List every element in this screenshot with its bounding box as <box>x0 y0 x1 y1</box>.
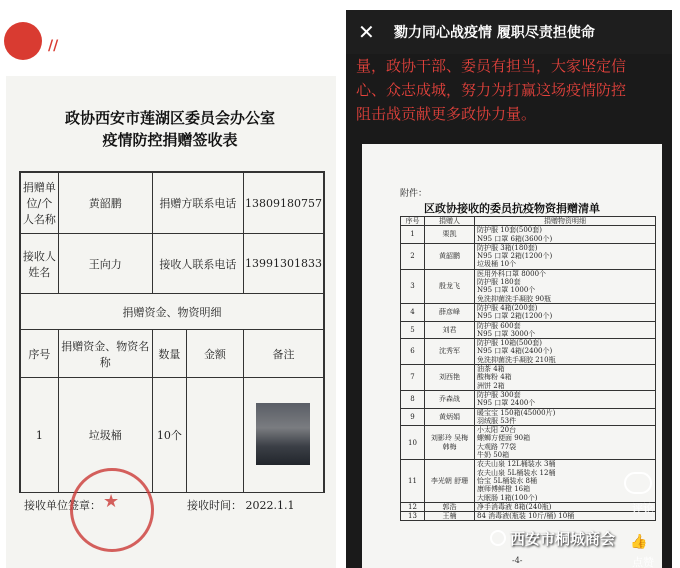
item-line: N95 口罩 6箱(3600个) <box>477 234 553 243</box>
item-line: 医用外科口罩 8000个 <box>477 269 547 278</box>
row-items <box>475 269 656 303</box>
table-row <box>401 243 656 269</box>
row-items <box>475 512 656 521</box>
row-items <box>475 303 656 321</box>
row-no: 9 <box>401 408 425 426</box>
decoration-dot <box>4 22 42 60</box>
item-line: 防护服 180套 <box>477 278 521 287</box>
item-line: 羽绒服 53件 <box>477 416 517 425</box>
row-items <box>475 226 656 244</box>
item-line: 螺蛳方便面 90箱 <box>477 434 531 443</box>
label-receiver-phone: 接收人联系电话 <box>152 234 243 294</box>
table-row <box>401 226 656 244</box>
comment-label[interactable]: 评论 <box>632 502 654 515</box>
official-seal <box>70 468 154 552</box>
item-line: 酸梅粉 4箱 <box>477 373 512 382</box>
table-row <box>401 365 656 391</box>
row-no: 6 <box>401 339 425 365</box>
item-line: 恰宝 5L桶装水 8桶 <box>477 476 538 485</box>
value-receiver: 王向力 <box>58 234 152 294</box>
item-line: 小太阳 20台 <box>477 426 517 435</box>
watermark-icon <box>490 530 506 546</box>
table-row <box>401 408 656 426</box>
right-panel <box>346 10 672 568</box>
table-row <box>401 321 656 339</box>
donation-list-table <box>400 216 656 521</box>
item-line: 防护服 600套 <box>477 321 521 330</box>
row-donor: 薛彦峰 <box>425 303 475 321</box>
row-no: 7 <box>401 365 425 391</box>
row-donor: 乔森战 <box>425 390 475 408</box>
header-qty: 数量 <box>152 330 186 378</box>
article-top-bar <box>346 10 672 54</box>
form-title-line1: 政协西安市莲湖区委员会办公室 <box>64 109 275 127</box>
row-no: 1 <box>401 226 425 244</box>
item-line: N95 口罩 2箱(1200个) <box>477 252 553 261</box>
article-paragraph <box>356 54 666 126</box>
article-title: 勠力同心战疫情 履职尽责担使命 <box>394 25 595 41</box>
table-row <box>401 269 656 303</box>
table-row <box>401 426 656 460</box>
item-line: 84 消毒液(瓶装 10斤/桶) 10桶 <box>477 512 575 521</box>
value-receiver-phone: 13991301833 <box>243 234 323 294</box>
comment-icon[interactable] <box>624 472 652 494</box>
row-donor: 沈秀军 <box>425 339 475 365</box>
row-no: 5 <box>401 321 425 339</box>
col-header-donor: 捐赠人 <box>425 217 475 226</box>
cell-qty: 10个 <box>152 378 186 493</box>
table-row <box>401 512 656 521</box>
header-seq: 序号 <box>21 330 59 378</box>
label-receiver: 接收人姓名 <box>21 234 59 294</box>
row-no: 2 <box>401 243 425 269</box>
item-line: 免洗抑菌洗手凝胶 210瓶 <box>477 355 556 364</box>
cell-seq: 1 <box>21 378 59 493</box>
row-no: 11 <box>401 460 425 502</box>
row-donor: 王楠 <box>425 512 475 521</box>
row-no: 12 <box>401 502 425 511</box>
watermark-text: 西安市桐城商会 <box>510 530 616 548</box>
row-donor: 李光朝 舒珊 <box>425 460 475 502</box>
item-line: 油茶 4箱 <box>477 365 505 374</box>
donation-form <box>19 171 325 493</box>
item-line: N95 口罩 4箱(2400个) <box>477 347 553 356</box>
row-donor: 栗凯 <box>425 226 475 244</box>
row-donor: 殷龙飞 <box>425 269 475 303</box>
label-receiving-unit: 接收单位签章： <box>24 499 101 512</box>
item-line: 大观路 77袋 <box>477 442 517 451</box>
decoration-slash: // <box>48 38 59 54</box>
label-details: 捐赠资金、物资明细 <box>21 294 324 330</box>
row-no: 3 <box>401 269 425 303</box>
label-donor: 捐赠单位/个人名称 <box>21 173 59 234</box>
item-line: 防护服 300套 <box>477 390 521 399</box>
cell-item: 垃圾桶 <box>58 378 152 493</box>
row-items <box>475 502 656 511</box>
label-donor-phone: 捐赠方联系电话 <box>152 173 243 234</box>
sheet-title: 区政协接收的委员抗疫物资捐赠清单 <box>424 202 600 215</box>
table-row <box>401 460 656 502</box>
item-line: N95 口罩 2箱(1200个) <box>477 312 553 321</box>
item-line: 防护服 3箱(180套) <box>477 243 538 252</box>
item-line: 免洗抑菌洗手凝胶 90瓶 <box>477 294 552 303</box>
item-line: 防护服 10箱(500套) <box>477 339 542 348</box>
col-header-no: 序号 <box>401 217 425 226</box>
value-donor: 黄韶鹏 <box>58 173 152 234</box>
item-line: N95 口罩 3000个 <box>477 329 536 338</box>
table-row <box>401 339 656 365</box>
like-icon[interactable]: 👍 <box>630 534 648 550</box>
row-donor: 黄韶鹏 <box>425 243 475 269</box>
item-line: 暖宝宝 150箱(45000片) <box>477 408 556 417</box>
paragraph-line: 量，政协干部、委员有担当，大家坚定信 <box>356 57 627 75</box>
row-donor: 刘西艳 <box>425 365 475 391</box>
table-row <box>401 303 656 321</box>
cell-amount <box>186 378 243 493</box>
paragraph-line: 阻击战贡献更多政协力量。 <box>356 105 537 123</box>
row-donor: 刘君 <box>425 321 475 339</box>
item-line: 牛奶 50箱 <box>477 451 510 460</box>
row-items <box>475 365 656 391</box>
header-remark: 备注 <box>243 330 323 378</box>
row-items <box>475 390 656 408</box>
item-line: 农夫山泉 5L桶装水 12桶 <box>477 468 556 477</box>
item-line: 防护服 10套(500套) <box>477 226 542 235</box>
form-title-line2: 疫情防控捐赠签收表 <box>102 131 238 149</box>
cell-remark <box>243 378 323 493</box>
value-receive-time: 2022.1.1 <box>245 499 295 512</box>
col-header-items: 捐赠物资明细 <box>475 217 656 226</box>
header-item: 捐赠资金、物资名称 <box>58 330 152 378</box>
value-donor-phone: 13809180757 <box>243 173 323 234</box>
label-receive-time: 接收时间： <box>187 499 242 512</box>
row-items <box>475 426 656 460</box>
row-items <box>475 339 656 365</box>
table-row <box>401 502 656 511</box>
close-icon[interactable]: ✕ <box>358 20 375 44</box>
item-line: 大眠肠 1箱(100个) <box>477 493 538 502</box>
receive-time <box>187 497 294 513</box>
row-donor: 黄炳娟 <box>425 408 475 426</box>
item-line: 康师傅鲜橙 16箱 <box>477 485 531 494</box>
page-number: -4- <box>512 556 523 565</box>
attachment-label: 附件： <box>400 189 428 199</box>
paragraph-line: 心、众志成城，努力为打赢这场疫情防控 <box>356 81 627 99</box>
row-items <box>475 321 656 339</box>
item-line: 净手消毒液 8箱(240瓶) <box>477 502 552 511</box>
item-line: 防护服 4箱(200套) <box>477 303 538 312</box>
item-line: N95 口罩 1000个 <box>477 286 536 295</box>
trash-bin-photo <box>256 403 310 465</box>
like-label[interactable]: 点赞 <box>632 556 654 568</box>
row-no: 10 <box>401 426 425 460</box>
header-amount: 金额 <box>186 330 243 378</box>
row-no: 8 <box>401 390 425 408</box>
item-line: 洲饼 2箱 <box>477 381 505 390</box>
row-donor: 郭浩 <box>425 502 475 511</box>
donation-list-sheet <box>362 144 662 568</box>
row-items <box>475 408 656 426</box>
item-line: 垃圾桶 10个 <box>477 260 517 269</box>
row-items <box>475 243 656 269</box>
row-no: 13 <box>401 512 425 521</box>
item-line: N95 口罩 2400个 <box>477 399 536 408</box>
item-line: 农夫山泉 12L桶装水 3桶 <box>477 460 556 469</box>
table-row <box>401 390 656 408</box>
row-no: 4 <box>401 303 425 321</box>
row-donor: 刘影玲 吴梅 韩梅 <box>425 426 475 460</box>
